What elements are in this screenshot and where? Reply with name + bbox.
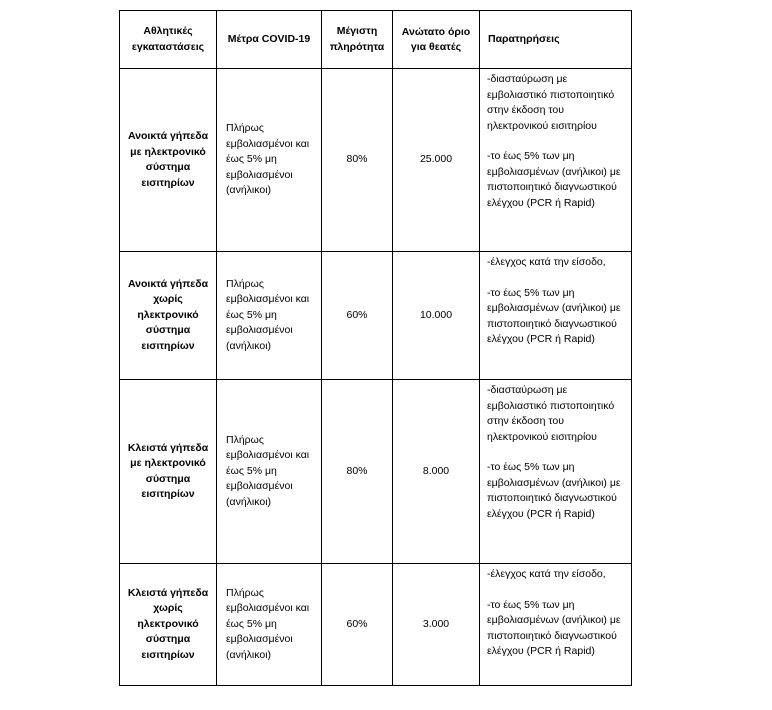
- header-facility: Αθλητικές εγκαταστάσεις: [120, 11, 217, 69]
- notes-cell: [480, 252, 632, 380]
- header-max-spectators: Ανώτατο όριο για θεατές: [393, 11, 480, 69]
- notes-cell: [480, 69, 632, 252]
- table-row: [120, 69, 632, 252]
- occupancy-cell: 60%: [322, 252, 393, 380]
- note-item: -το έως 5% των μη εμβολιασμένων (ανήλικοι) με πιστοποιητικό διαγνωστικού ελέγχου (PCR ή Rapid): [487, 598, 621, 657]
- occupancy-cell: 80%: [322, 69, 393, 252]
- table-header-row: [120, 11, 632, 69]
- note-item: -το έως 5% των μη εμβολιασμένων (ανήλικοι) με πιστοποιητικό διαγνωστικού ελέγχου (PCR ή Rapid): [487, 286, 621, 345]
- notes-cell: [480, 564, 632, 686]
- max-spectators-cell: 25.000: [393, 69, 480, 252]
- max-spectators-cell: 10.000: [393, 252, 480, 380]
- note-item: -έλεγχος κατά την είσοδο,: [487, 568, 606, 580]
- notes-cell: [480, 380, 632, 564]
- note-item: -διασταύρωση με εμβολιαστικό πιστοποιητικό στην έκδοση του ηλεκτρονικού εισιτηρίου: [487, 384, 615, 443]
- header-measures: Μέτρα COVID-19: [217, 11, 322, 69]
- table-row: [120, 252, 632, 380]
- facility-cell: Κλειστά γήπεδα με ηλεκτρονικό σύστημα εισιτηρίων: [120, 380, 217, 564]
- header-occupancy: Μέγιστη πληρότητα: [322, 11, 393, 69]
- facility-cell: Ανοικτά γήπεδα χωρίς ηλεκτρονικό σύστημα εισιτηρίων: [120, 252, 217, 380]
- note-item: -το έως 5% των μη εμβολιασμένων (ανήλικοι) με πιστοποιητικό διαγνωστικού ελέγχου (PCR ή Rapid): [487, 150, 621, 209]
- header-notes: Παρατηρήσεις: [480, 11, 632, 69]
- max-spectators-cell: 3.000: [393, 564, 480, 686]
- occupancy-cell: 60%: [322, 564, 393, 686]
- covid-measures-table: [119, 10, 632, 686]
- note-item: -το έως 5% των μη εμβολιασμένων (ανήλικοι) με πιστοποιητικό διαγνωστικού ελέγχου (PCR ή Rapid): [487, 461, 621, 520]
- occupancy-cell: 80%: [322, 380, 393, 564]
- measures-cell: Πλήρως εμβολιασμένοι και έως 5% μη εμβολιασμένοι (ανήλικοι): [217, 380, 322, 564]
- facility-cell: Κλειστά γήπεδα χωρίς ηλεκτρονικό σύστημα εισιτηρίων: [120, 564, 217, 686]
- note-item: -έλεγχος κατά την είσοδο,: [487, 256, 606, 268]
- measures-cell: Πλήρως εμβολιασμένοι και έως 5% μη εμβολιασμένοι (ανήλικοι): [217, 69, 322, 252]
- table-row: [120, 380, 632, 564]
- note-item: -διασταύρωση με εμβολιαστικό πιστοποιητικό στην έκδοση του ηλεκτρονικού εισιτηρίου: [487, 73, 615, 132]
- measures-cell: Πλήρως εμβολιασμένοι και έως 5% μη εμβολιασμένοι (ανήλικοι): [217, 252, 322, 380]
- max-spectators-cell: 8.000: [393, 380, 480, 564]
- table-row: [120, 564, 632, 686]
- measures-cell: Πλήρως εμβολιασμένοι και έως 5% μη εμβολιασμένοι (ανήλικοι): [217, 564, 322, 686]
- facility-cell: Ανοικτά γήπεδα με ηλεκτρονικό σύστημα εισιτηρίων: [120, 69, 217, 252]
